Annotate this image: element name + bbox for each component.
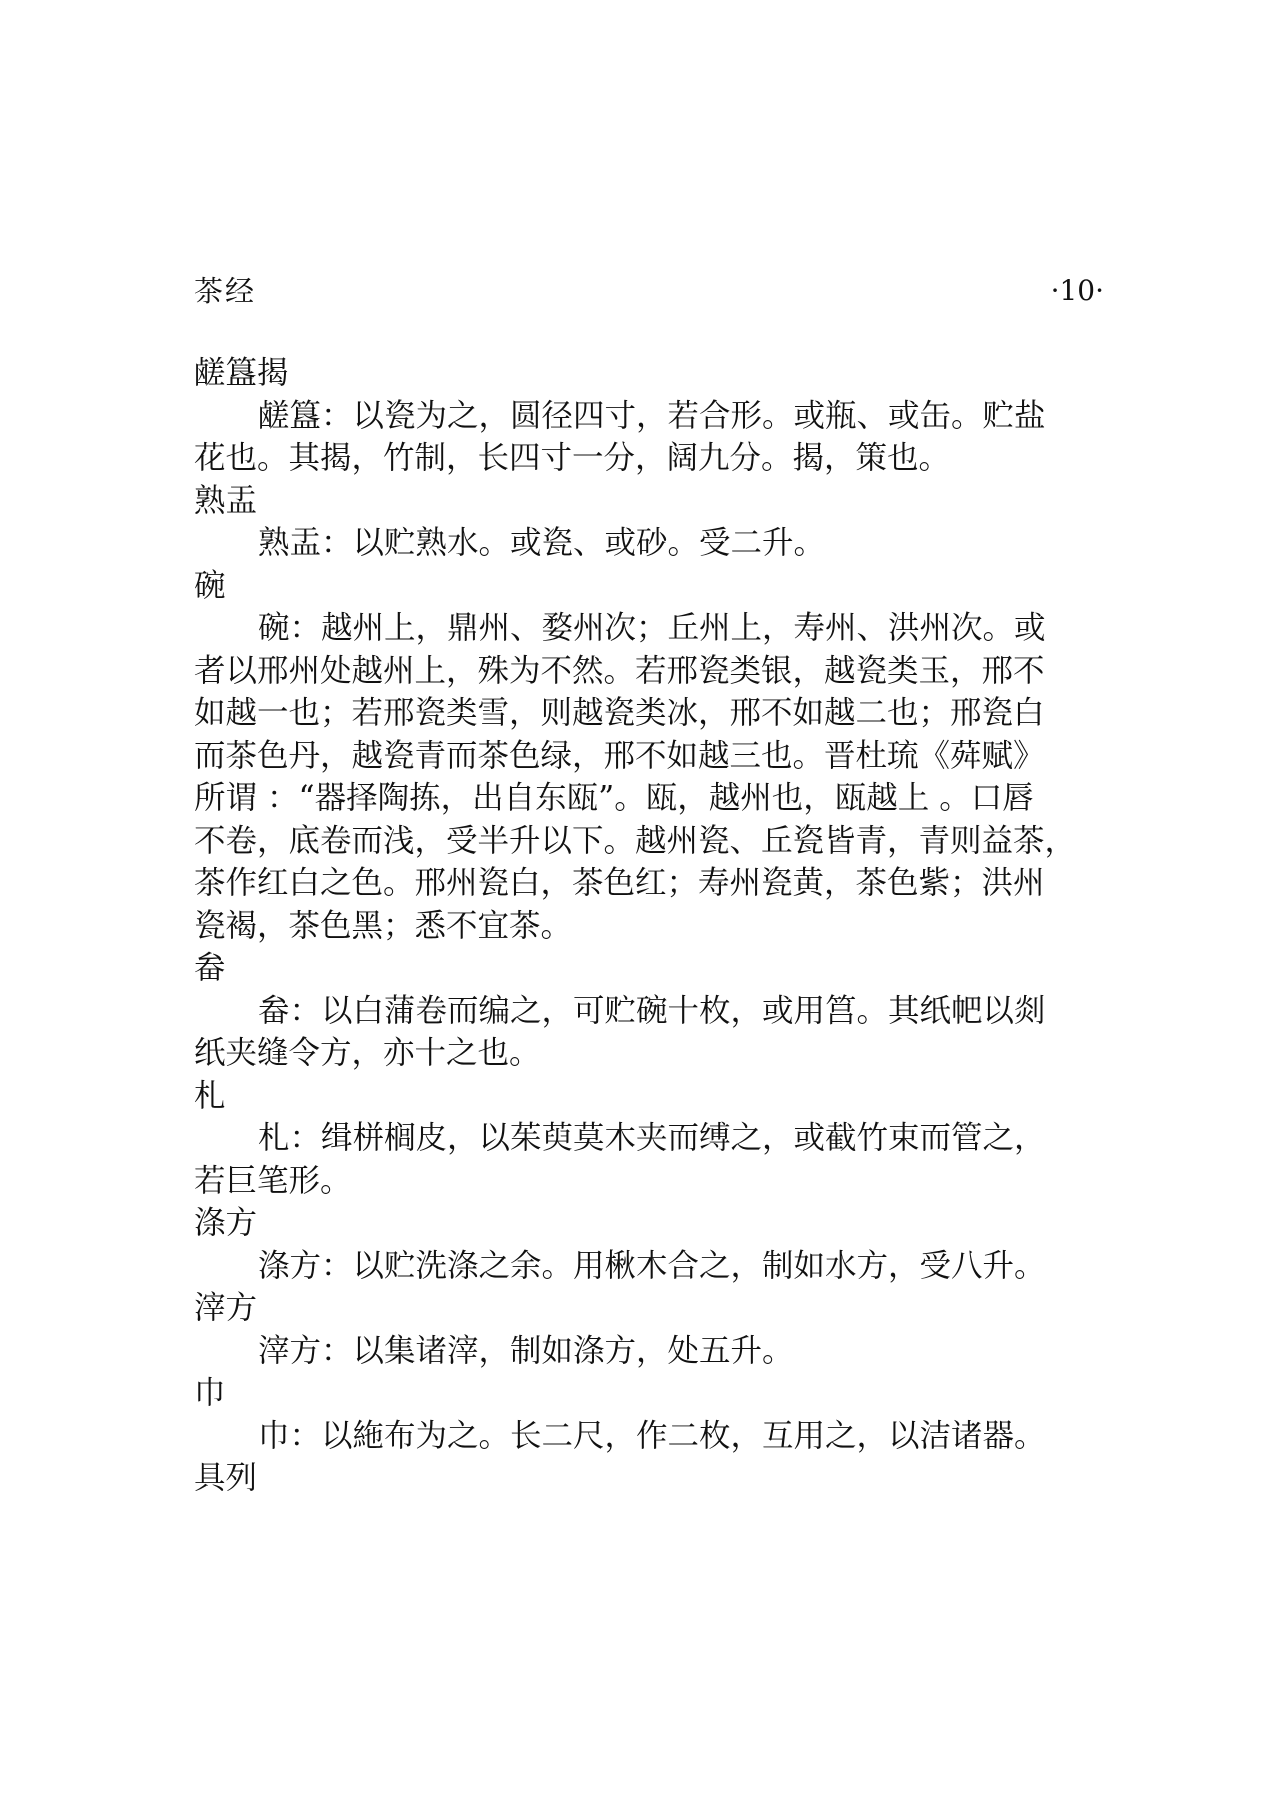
section-heading: 畚 — [194, 950, 226, 986]
text-line: 纸夹缝令方，亦十之也。 — [194, 1035, 541, 1071]
text-line: 花也。其揭，竹制，长四寸一分，阔九分。揭，策也。 — [194, 440, 951, 476]
text-line: 者以邢州处越州上，殊为不然。若邢瓷类银，越瓷类玉，邢不 — [194, 652, 1045, 689]
section-heading: 札 — [194, 1077, 226, 1114]
section-heading: 巾 — [194, 1375, 226, 1411]
text-line: 不卷，底卷而浅，受半升以下。越州瓷、丘瓷皆青，青则益茶， — [194, 822, 1077, 859]
running-header — [194, 268, 1104, 314]
page-number: ·10· — [1050, 274, 1104, 307]
text-line: 札：缉栟榈皮，以茱萸莫木夹而缚之，或截竹束而管之， — [258, 1120, 1046, 1156]
header-title: 茶经 — [194, 274, 257, 308]
text-line: 茶作红白之色。邢州瓷白，茶色红；寿州瓷黄，茶色紫；洪州 — [194, 865, 1045, 901]
text-line: 若巨笔形。 — [194, 1162, 352, 1199]
section-heading: 涤方 — [194, 1205, 258, 1241]
text-line: 巾：以絁布为之。长二尺，作二枚，互用之，以洁诸器。 — [258, 1417, 1046, 1454]
body-text — [194, 352, 1104, 1500]
text-line: 而茶色丹，越瓷青而茶色绿，邢不如越三也。晋杜琉《荈赋》 — [194, 737, 1045, 774]
section-heading: 碗 — [194, 567, 226, 604]
text-line: 鹾簋：以瓷为之，圆径四寸，若合形。或瓶、或缶。贮盐 — [258, 397, 1046, 434]
section-heading: 滓方 — [194, 1290, 258, 1326]
section-heading: 熟盂 — [194, 482, 258, 519]
text-line: 熟盂：以贮熟水。或瓷、或砂。受二升。 — [258, 525, 826, 561]
section-heading: 具列 — [194, 1460, 258, 1496]
text-line: 畚：以白蒲卷而编之，可贮碗十枚，或用筥。其纸帊以剡 — [258, 992, 1046, 1029]
text-line: 涤方：以贮洗涤之余。用楸木合之，制如水方，受八升。 — [258, 1247, 1046, 1284]
text-line: 如越一也；若邢瓷类雪，则越瓷类冰，邢不如越二也；邢瓷白 — [194, 695, 1045, 731]
text-line: 所谓 ：“器择陶拣，出自东瓯”。瓯，越州也，瓯越上 。口唇 — [194, 780, 1034, 816]
text-line: 滓方：以集诸滓，制如涤方，处五升。 — [258, 1332, 794, 1369]
section-heading: 鹾簋揭 — [194, 355, 289, 391]
text-line: 碗：越州上，鼎州、婺州次；丘州上，寿州、洪州次。或 — [258, 610, 1046, 646]
text-line: 瓷褐，茶色黑；悉不宜茶。 — [194, 907, 573, 944]
